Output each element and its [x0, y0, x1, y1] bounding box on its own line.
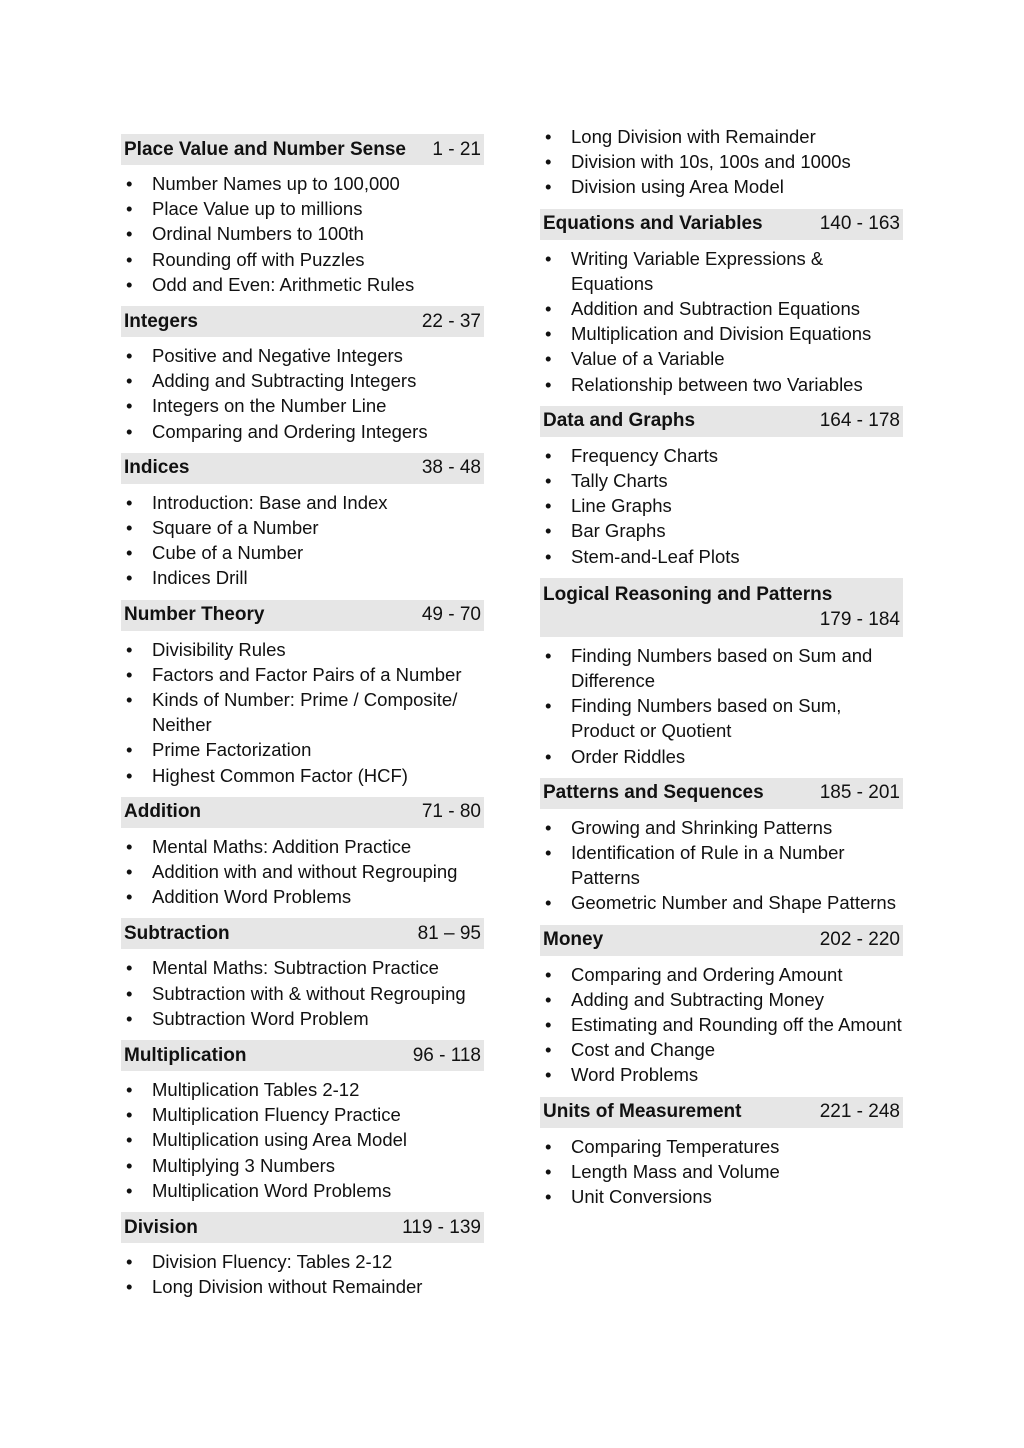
- section-indices: [121, 453, 484, 591]
- section-number-theory: [121, 600, 484, 788]
- topic-item: • Writing Variable Expressions & Equations: [540, 246, 903, 296]
- topic-list: [121, 955, 484, 1031]
- page-range: 71 - 80: [421, 801, 481, 823]
- topic-list: [121, 171, 484, 297]
- page-range: 81 – 95: [417, 922, 481, 944]
- topic-list: [121, 637, 484, 788]
- section-data-and-graphs: [540, 406, 903, 569]
- topic-item: • Subtraction with & without Regrouping: [121, 981, 484, 1006]
- topic-list: [121, 490, 484, 591]
- topic-item: • Identification of Rule in a Number Patterns: [540, 840, 903, 890]
- topic-item: • Unit Conversions: [540, 1184, 903, 1209]
- topic-item: • Factors and Factor Pairs of a Number: [121, 662, 484, 687]
- topic-item: • Line Graphs: [540, 493, 903, 518]
- topic-item: • Multiplication Tables 2-12: [121, 1077, 484, 1102]
- topic-item: • Adding and Subtracting Money: [540, 987, 903, 1012]
- section-title: Integers: [124, 310, 198, 332]
- topic-item: • Geometric Number and Shape Patterns: [540, 890, 903, 915]
- section-header: [121, 1040, 484, 1071]
- topic-list: [121, 1077, 484, 1203]
- section-title: Money: [543, 929, 604, 951]
- section-header: [540, 578, 903, 637]
- topic-item: • Length Mass and Volume: [540, 1159, 903, 1184]
- section-equations-and-variables: [540, 209, 903, 397]
- topic-item: • Indices Drill: [121, 565, 484, 590]
- page-range: 1 - 21: [432, 138, 481, 160]
- topic-item: • Comparing and Ordering Integers: [121, 419, 484, 444]
- topic-item: • Square of a Number: [121, 515, 484, 540]
- topic-item: • Multiplying 3 Numbers: [121, 1153, 484, 1178]
- topic-item: • Prime Factorization: [121, 737, 484, 762]
- section-header: [121, 134, 484, 165]
- section-title: Place Value and Number Sense: [124, 138, 406, 160]
- topic-item: • Relationship between two Variables: [540, 372, 903, 397]
- section-header: [540, 406, 903, 437]
- page-range: 202 - 220: [819, 929, 900, 951]
- topic-list: [540, 815, 903, 916]
- topic-list: [540, 643, 903, 769]
- topic-item: • Integers on the Number Line: [121, 393, 484, 418]
- section-title: Number Theory: [124, 604, 265, 626]
- topic-item: • Multiplication Fluency Practice: [121, 1102, 484, 1127]
- topic-item: • Cube of a Number: [121, 540, 484, 565]
- page-range: 22 - 37: [421, 310, 481, 332]
- section-header: [121, 1212, 484, 1243]
- topic-item: • Division using Area Model: [540, 174, 903, 199]
- section-title: Multiplication: [124, 1044, 247, 1066]
- topic-item: • Kinds of Number: Prime / Composite/ Neither: [121, 687, 484, 737]
- page-range: 96 - 118: [412, 1044, 481, 1066]
- section-multiplication: [121, 1040, 484, 1203]
- topic-item: • Long Division with Remainder: [540, 124, 903, 149]
- section-header: [121, 453, 484, 484]
- topic-item: • Addition with and without Regrouping: [121, 859, 484, 884]
- topic-item: • Number Names up to 100,000: [121, 171, 484, 196]
- topic-list: [121, 834, 484, 910]
- topic-item: • Multiplication Word Problems: [121, 1178, 484, 1203]
- section-division: [121, 1212, 484, 1299]
- topic-item: • Ordinal Numbers to 100th: [121, 221, 484, 246]
- topic-list: [121, 343, 484, 444]
- topic-item: • Growing and Shrinking Patterns: [540, 815, 903, 840]
- topic-list: [540, 962, 903, 1088]
- topic-item: • Tally Charts: [540, 468, 903, 493]
- section-title: Indices: [124, 457, 190, 479]
- section-header: [121, 306, 484, 337]
- topic-item: • Frequency Charts: [540, 443, 903, 468]
- section-title: Units of Measurement: [543, 1101, 742, 1123]
- page-range: 221 - 248: [819, 1101, 900, 1123]
- page-range: 164 - 178: [819, 410, 900, 432]
- topic-item: • Highest Common Factor (HCF): [121, 763, 484, 788]
- topic-item: • Estimating and Rounding off the Amount: [540, 1012, 903, 1037]
- section-title: Data and Graphs: [543, 410, 696, 432]
- topic-item: • Place Value up to millions: [121, 196, 484, 221]
- section-subtraction: [121, 918, 484, 1031]
- section-title: Equations and Variables: [543, 213, 763, 235]
- topic-item: • Cost and Change: [540, 1037, 903, 1062]
- topic-item: • Comparing and Ordering Amount: [540, 962, 903, 987]
- section-addition: [121, 797, 484, 910]
- section-header: [540, 925, 903, 956]
- topic-item: • Divisibility Rules: [121, 637, 484, 662]
- topic-item: • Finding Numbers based on Sum and Difference: [540, 643, 903, 693]
- topic-item: • Addition Word Problems: [121, 884, 484, 909]
- topic-item: • Finding Numbers based on Sum, Product or Quotient: [540, 693, 903, 743]
- section-title: Subtraction: [124, 922, 230, 944]
- topic-list: [540, 246, 903, 397]
- topic-item: • Division with 10s, 100s and 1000s: [540, 149, 903, 174]
- page-range: 119 - 139: [402, 1216, 481, 1238]
- topic-item: • Mental Maths: Addition Practice: [121, 834, 484, 859]
- topic-list: [540, 443, 903, 569]
- topic-list: [121, 1249, 484, 1299]
- topic-item: • Introduction: Base and Index: [121, 490, 484, 515]
- section-logical-reasoning-and-patterns: [540, 578, 903, 769]
- right-column: [540, 124, 903, 1218]
- continued-topic-list: [540, 124, 903, 200]
- page-range: 179 - 184: [819, 608, 900, 630]
- topic-item: • Multiplication using Area Model: [121, 1127, 484, 1152]
- section-title: Division: [124, 1216, 198, 1238]
- topic-item: • Stem-and-Leaf Plots: [540, 544, 903, 569]
- section-header: [121, 797, 484, 828]
- section-header: [540, 778, 903, 809]
- section-patterns-and-sequences: [540, 778, 903, 916]
- topic-item: • Multiplication and Division Equations: [540, 321, 903, 346]
- topic-item: • Long Division without Remainder: [121, 1274, 484, 1299]
- topic-item: • Rounding off with Puzzles: [121, 247, 484, 272]
- topic-item: • Odd and Even: Arithmetic Rules: [121, 272, 484, 297]
- page-range: 49 - 70: [421, 604, 481, 626]
- section-header: [540, 209, 903, 240]
- topic-item: • Positive and Negative Integers: [121, 343, 484, 368]
- topic-item: • Value of a Variable: [540, 346, 903, 371]
- section-title: Logical Reasoning and Patterns: [543, 583, 833, 605]
- topic-item: • Subtraction Word Problem: [121, 1006, 484, 1031]
- topic-item: • Word Problems: [540, 1062, 903, 1087]
- section-header: [121, 918, 484, 949]
- page-range: 140 - 163: [819, 213, 900, 235]
- page-range: 38 - 48: [421, 457, 481, 479]
- topic-item: • Comparing Temperatures: [540, 1134, 903, 1159]
- section-money: [540, 925, 903, 1088]
- section-title: Patterns and Sequences: [543, 782, 764, 804]
- topic-item: • Addition and Subtraction Equations: [540, 296, 903, 321]
- topic-item: • Order Riddles: [540, 744, 903, 769]
- section-header: [121, 600, 484, 631]
- section-units-of-measurement: [540, 1097, 903, 1210]
- topic-item: • Mental Maths: Subtraction Practice: [121, 955, 484, 980]
- section-place-value-and-number-sense: [121, 134, 484, 297]
- page-range: 185 - 201: [819, 782, 900, 804]
- topic-item: • Bar Graphs: [540, 518, 903, 543]
- section-header: [540, 1097, 903, 1128]
- section-title: Addition: [124, 801, 202, 823]
- topic-list: [540, 1134, 903, 1210]
- section-integers: [121, 306, 484, 444]
- topic-item: • Division Fluency: Tables 2-12: [121, 1249, 484, 1274]
- left-column: [121, 134, 484, 1309]
- topic-item: • Adding and Subtracting Integers: [121, 368, 484, 393]
